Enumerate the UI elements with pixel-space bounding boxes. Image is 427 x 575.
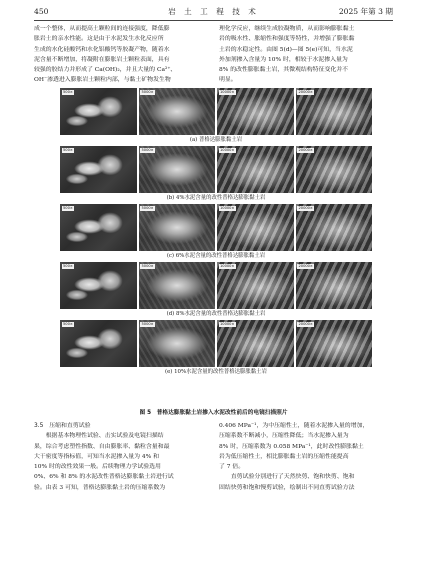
text-top-right — [219, 24, 393, 86]
text-line: 胀岩土的亲水性能。这是由于水泥发生水化反应所 — [34, 36, 164, 43]
subfigure-caption: (a) 普格达膨胀黏土岩 — [189, 137, 243, 143]
sem-image — [296, 146, 373, 193]
magnification-label: 500× — [63, 147, 73, 152]
text-line: 固结快剪和饱和慢剪试验，绘制出不同直剪试验方法 — [219, 484, 355, 491]
sem-image — [217, 262, 294, 309]
text-line: 生成的水化硅酸钙和水化铝酸钙等胶凝产物，随着水 — [34, 46, 170, 53]
subfigure-caption: (d) 8%水泥含量的改性普格达膨胀黏土岩 — [166, 311, 266, 317]
magnification-label: 20000× — [298, 263, 313, 268]
subfigure-caption: (e) 10%水泥含量的改性普格达膨胀黏土岩 — [165, 369, 267, 375]
magnification-label: 500× — [63, 263, 73, 268]
sem-image — [296, 88, 373, 135]
magnification-label: 5000× — [141, 263, 154, 268]
sem-image — [217, 88, 294, 135]
sem-image — [139, 262, 216, 309]
sem-image — [296, 262, 373, 309]
text-line: 了 7 倍。 — [219, 464, 245, 471]
text-line: 岩的吸水性、胀缩性和强度等特性，并增强了膨胀黏 — [219, 36, 355, 43]
sem-figure — [60, 88, 372, 378]
sem-row-d — [60, 262, 372, 309]
magnification-label: 10000× — [220, 147, 235, 152]
sem-image — [60, 320, 137, 367]
sem-image — [217, 204, 294, 251]
magnification-label: 500× — [63, 205, 73, 210]
sem-image — [60, 88, 137, 135]
text-line: 果，综合考虑塑性指数、自由膨胀率、黏粒含量和最 — [34, 443, 170, 450]
magnification-label: 500× — [63, 321, 73, 326]
sem-row-b — [60, 146, 372, 193]
text-top-left — [34, 24, 208, 86]
sem-image — [60, 204, 137, 251]
journal-issue: 2025 年第 3 期 — [338, 7, 393, 16]
text-line: 10% 时的改性效果一般。后续物理力学试验选用 — [34, 464, 161, 471]
magnification-label: 20000× — [298, 147, 313, 152]
sem-image — [217, 320, 294, 367]
text-line: 直剪试验分别进行了天然快剪、饱和快剪、饱和 — [230, 474, 355, 481]
magnification-label: 10000× — [220, 89, 235, 94]
magnification-label: 10000× — [220, 321, 235, 326]
page-header — [34, 6, 393, 21]
journal-title: 岩 土 工 程 技 术 — [168, 7, 259, 16]
sem-image — [60, 262, 137, 309]
sem-image — [60, 146, 137, 193]
text-line: 岩为低压缩性土，相比膨胀黏土岩的压缩性能提高 — [219, 453, 349, 460]
sem-row-c — [60, 204, 372, 251]
magnification-label: 5000× — [141, 205, 154, 210]
text-line: 大干密度等指标值，可知当水泥掺入量为 4% 和 — [34, 453, 160, 460]
text-line: 压缩系数不断减小，压缩性降低；当水泥掺入量为 — [219, 433, 349, 440]
sem-image — [217, 146, 294, 193]
text-line: 0%、6% 和 8% 的水泥改性普格达膨胀黏土岩进行试 — [34, 474, 174, 481]
subfigure-caption: (c) 6%水泥含量的改性普格达膨胀黏土岩 — [166, 253, 266, 259]
text-line: 外加剂掺入含量为 10% 时，相较于水泥掺入量为 — [219, 56, 348, 63]
text-line: 泥含量不断增加，将凝附在膨胀岩土颗粒表面，具有 — [34, 56, 170, 63]
sem-image — [139, 204, 216, 251]
text-line: 8% 时，压缩系数为 0.058 MPa⁻¹，此时改性膨胀黏土 — [219, 443, 364, 450]
text-bottom-left — [34, 421, 208, 493]
magnification-label: 10000× — [220, 205, 235, 210]
text-line: 验。由表 3 可知，普格达膨胀黏土岩的压缩系数为 — [34, 484, 166, 491]
text-line: 成一个整体，从而提高土颗粒间的连接强度，降低膨 — [34, 26, 170, 32]
subfigure-caption: (b) 4%水泥含量的改性普格达膨胀黏土岩 — [166, 195, 266, 201]
sem-image — [296, 204, 373, 251]
sem-image — [296, 320, 373, 367]
figure-title: 图 5 普格达膨胀黏土岩掺入水泥改性前后的电镜扫描照片 — [139, 410, 288, 416]
sem-image — [139, 146, 216, 193]
page-number: 450 — [34, 7, 49, 16]
text-line: 土岩的水稳定性。由图 5(d)—图 5(e)可知，当水泥 — [219, 46, 353, 53]
magnification-label: 5000× — [141, 89, 154, 94]
magnification-label: 20000× — [298, 321, 313, 326]
section-heading: 3.5 压缩和直剪试验 — [34, 423, 91, 429]
text-line: 8% 的改性膨胀黏土岩，其微观结构特征变化并不 — [219, 67, 349, 74]
magnification-label: 10000× — [220, 263, 235, 268]
text-line: 理化学反应，继续生成胶凝物质，从而影响膨胀黏土 — [219, 26, 355, 32]
magnification-label: 5000× — [141, 147, 154, 152]
magnification-label: 20000× — [298, 89, 313, 94]
sem-image — [139, 88, 216, 135]
magnification-label: 5000× — [141, 321, 154, 326]
magnification-label: 20000× — [298, 205, 313, 210]
text-line: 根据基本物理性试验、击实试验及电镜扫描结 — [45, 433, 164, 440]
sem-row-e — [60, 320, 372, 367]
sem-row-a — [60, 88, 372, 135]
sem-image — [139, 320, 216, 367]
text-line: 0.406 MPa⁻¹，为中压缩性土，随着水泥掺入量的增加， — [219, 423, 369, 429]
text-line: 明显。 — [219, 77, 237, 84]
text-line: 较强的胶结力并形成了 Ca(OH)₂，并且大量的 Ca²⁺、 — [34, 67, 177, 74]
magnification-label: 500× — [63, 89, 73, 94]
text-bottom-right — [219, 421, 393, 493]
text-line: OH⁻渗透进入膨胀岩土颗粒内部，与黏土矿物发生物 — [34, 77, 171, 84]
